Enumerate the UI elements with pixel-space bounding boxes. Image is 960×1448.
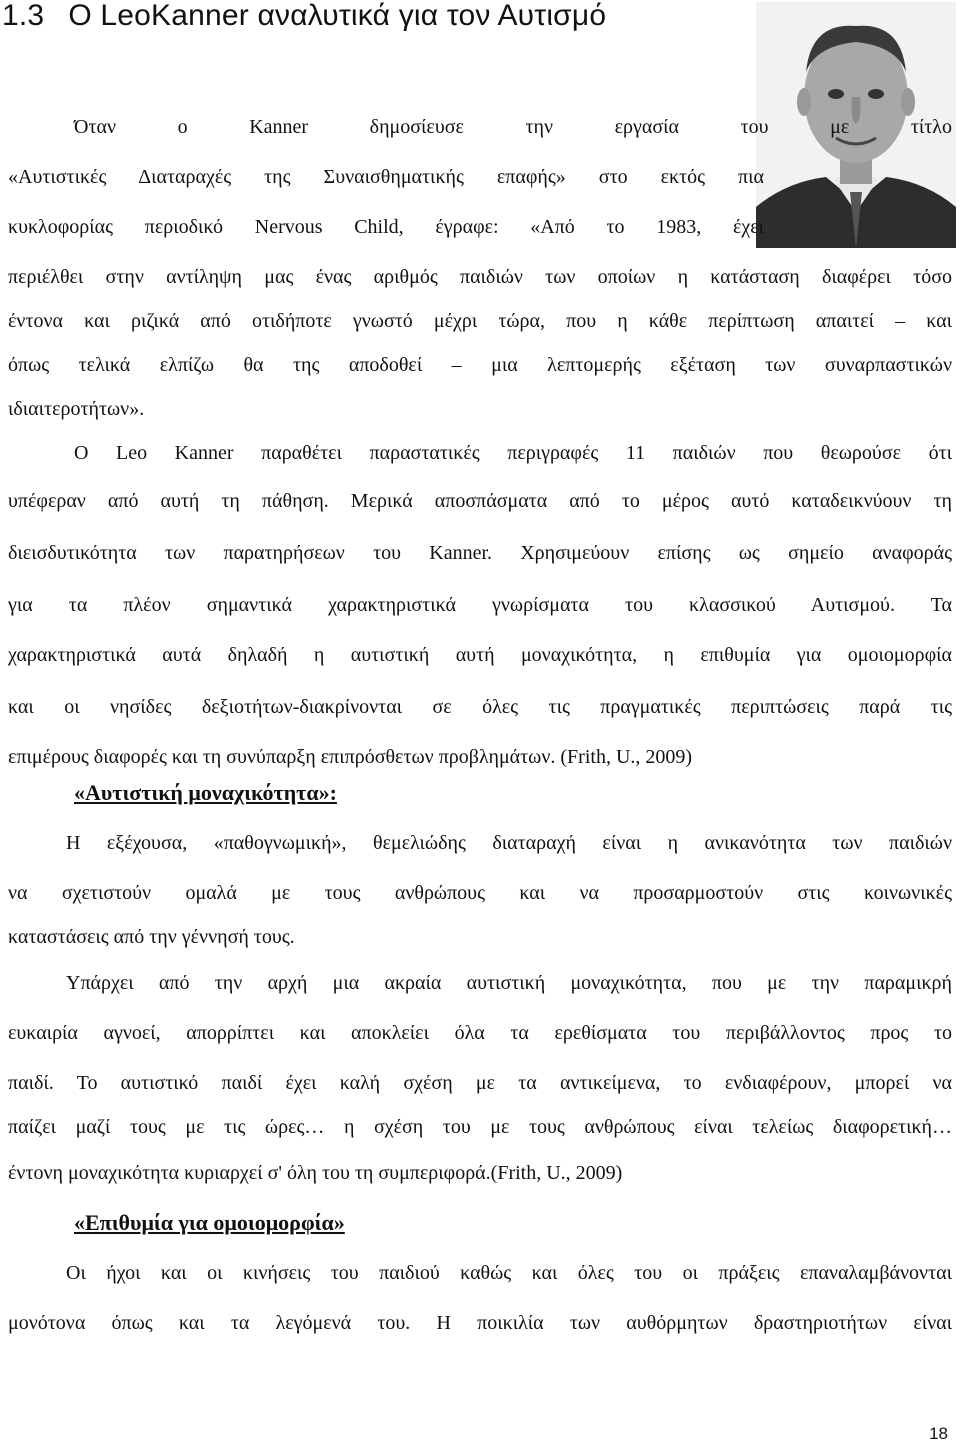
text-line: έντονα και ριζικά από οτιδήποτε γνωστό μέχρι τώρα, που η κάθε περίπτωση απαιτεί – και — [8, 310, 952, 332]
section-heading — [2, 0, 606, 32]
text-line: Ο Leo Kanner παραθέτει παραστατικές περιγραφές 11 παιδιών που θεωρούσε ότι — [74, 442, 952, 464]
text-line: Υπάρχει από την αρχή μια ακραία αυτιστική μοναχικότητα, που με την παραμικρή — [66, 972, 952, 994]
text-line: «Αυτιστικές Διαταραχές της Συναισθηματικής επαφής» στο εκτός πια — [8, 166, 764, 188]
text-line: να σχετιστούν ομαλά με τους ανθρώπους και να προσαρμοστούν στις κοινωνικές — [8, 882, 952, 904]
subheading-desire-for-sameness: «Επιθυμία για ομοιομορφία» — [74, 1210, 345, 1235]
page-number: 18 — [929, 1424, 948, 1443]
text-line: περιέλθει στην αντίληψη μας ένας αριθμός παιδιών των οποίων η κατάσταση διαφέρει τόσο — [8, 266, 952, 288]
text-line: Όταν ο Kanner δημοσίευσε την εργασία του με τίτλο — [74, 116, 952, 138]
section-number: 1.3 — [2, 0, 45, 32]
text-line: ευκαιρία αγνοεί, απορρίπτει και αποκλείει όλα τα ερεθίσματα του περιβάλλοντος προς το — [8, 1022, 952, 1044]
text-line: όπως τελικά ελπίζω θα της αποδοθεί – μια λεπτομερής εξέταση των συναρπαστικών — [8, 354, 952, 376]
text-line: ιδιαιτεροτήτων». — [8, 398, 145, 420]
text-line: παίζει μαζί τους με τις ώρες… η σχέση του με τους ανθρώπους είναι τελείως διαφορετική… — [8, 1116, 952, 1138]
text-line: μονότονα όπως και τα λεγόμενά του. Η ποικιλία των αυθόρμητων δραστηριοτήτων είναι — [8, 1312, 952, 1334]
text-line: υπέφεραν από αυτή τη πάθηση. Μερικά αποσπάσματα από το μέρος αυτό καταδεικνύουν τη — [8, 490, 952, 512]
text-line: και οι νησίδες δεξιοτήτων-διακρίνονται σε όλες τις πραγματικές περιπτώσεις παρά τις — [8, 696, 952, 718]
text-line: για τα πλέον σημαντικά χαρακτηριστικά γνωρίσματα του κλασσικού Αυτισμού. Τα — [8, 594, 952, 616]
text-line: Οι ήχοι και οι κινήσεις του παιδιού καθώς και όλες του οι πράξεις επαναλαμβάνονται — [66, 1262, 952, 1284]
text-line: έντονη μοναχικότητα κυριαρχεί σ' όλη του τη συμπεριφορά.(Frith, U., 2009) — [8, 1162, 623, 1184]
text-line: Η εξέχουσα, «παθογνωμική», θεμελιώδης διαταραχή είναι η ανικανότητα των παιδιών — [66, 832, 952, 854]
text-line: χαρακτηριστικά αυτά δηλαδή η αυτιστική αυτή μοναχικότητα, η επιθυμία για ομοιομορφία — [8, 644, 952, 666]
section-title: Ο LeoKanner αναλυτικά για τον Αυτισμό — [68, 0, 607, 32]
text-line: καταστάσεις από την γέννησή τους. — [8, 926, 295, 948]
text-line: επιμέρους διαφορές και τη συνύπαρξη επιπρόσθετων προβλημάτων. (Frith, U., 2009) — [8, 746, 693, 768]
text-line: κυκλοφορίας περιοδικό Nervous Child, έγραφε: «Από το 1983, έχει — [8, 216, 764, 238]
subheading-autistic-aloneness: «Αυτιστική μοναχικότητα»: — [74, 780, 337, 805]
text-line: παιδί. Το αυτιστικό παιδί έχει καλή σχέση με τα αντικείμενα, το ενδιαφέρουν, μπορεί να — [8, 1072, 952, 1094]
text-line: διεισδυτικότητα των παρατηρήσεων του Kanner. Χρησιμεύουν επίσης ως σημείο αναφοράς — [8, 542, 952, 564]
